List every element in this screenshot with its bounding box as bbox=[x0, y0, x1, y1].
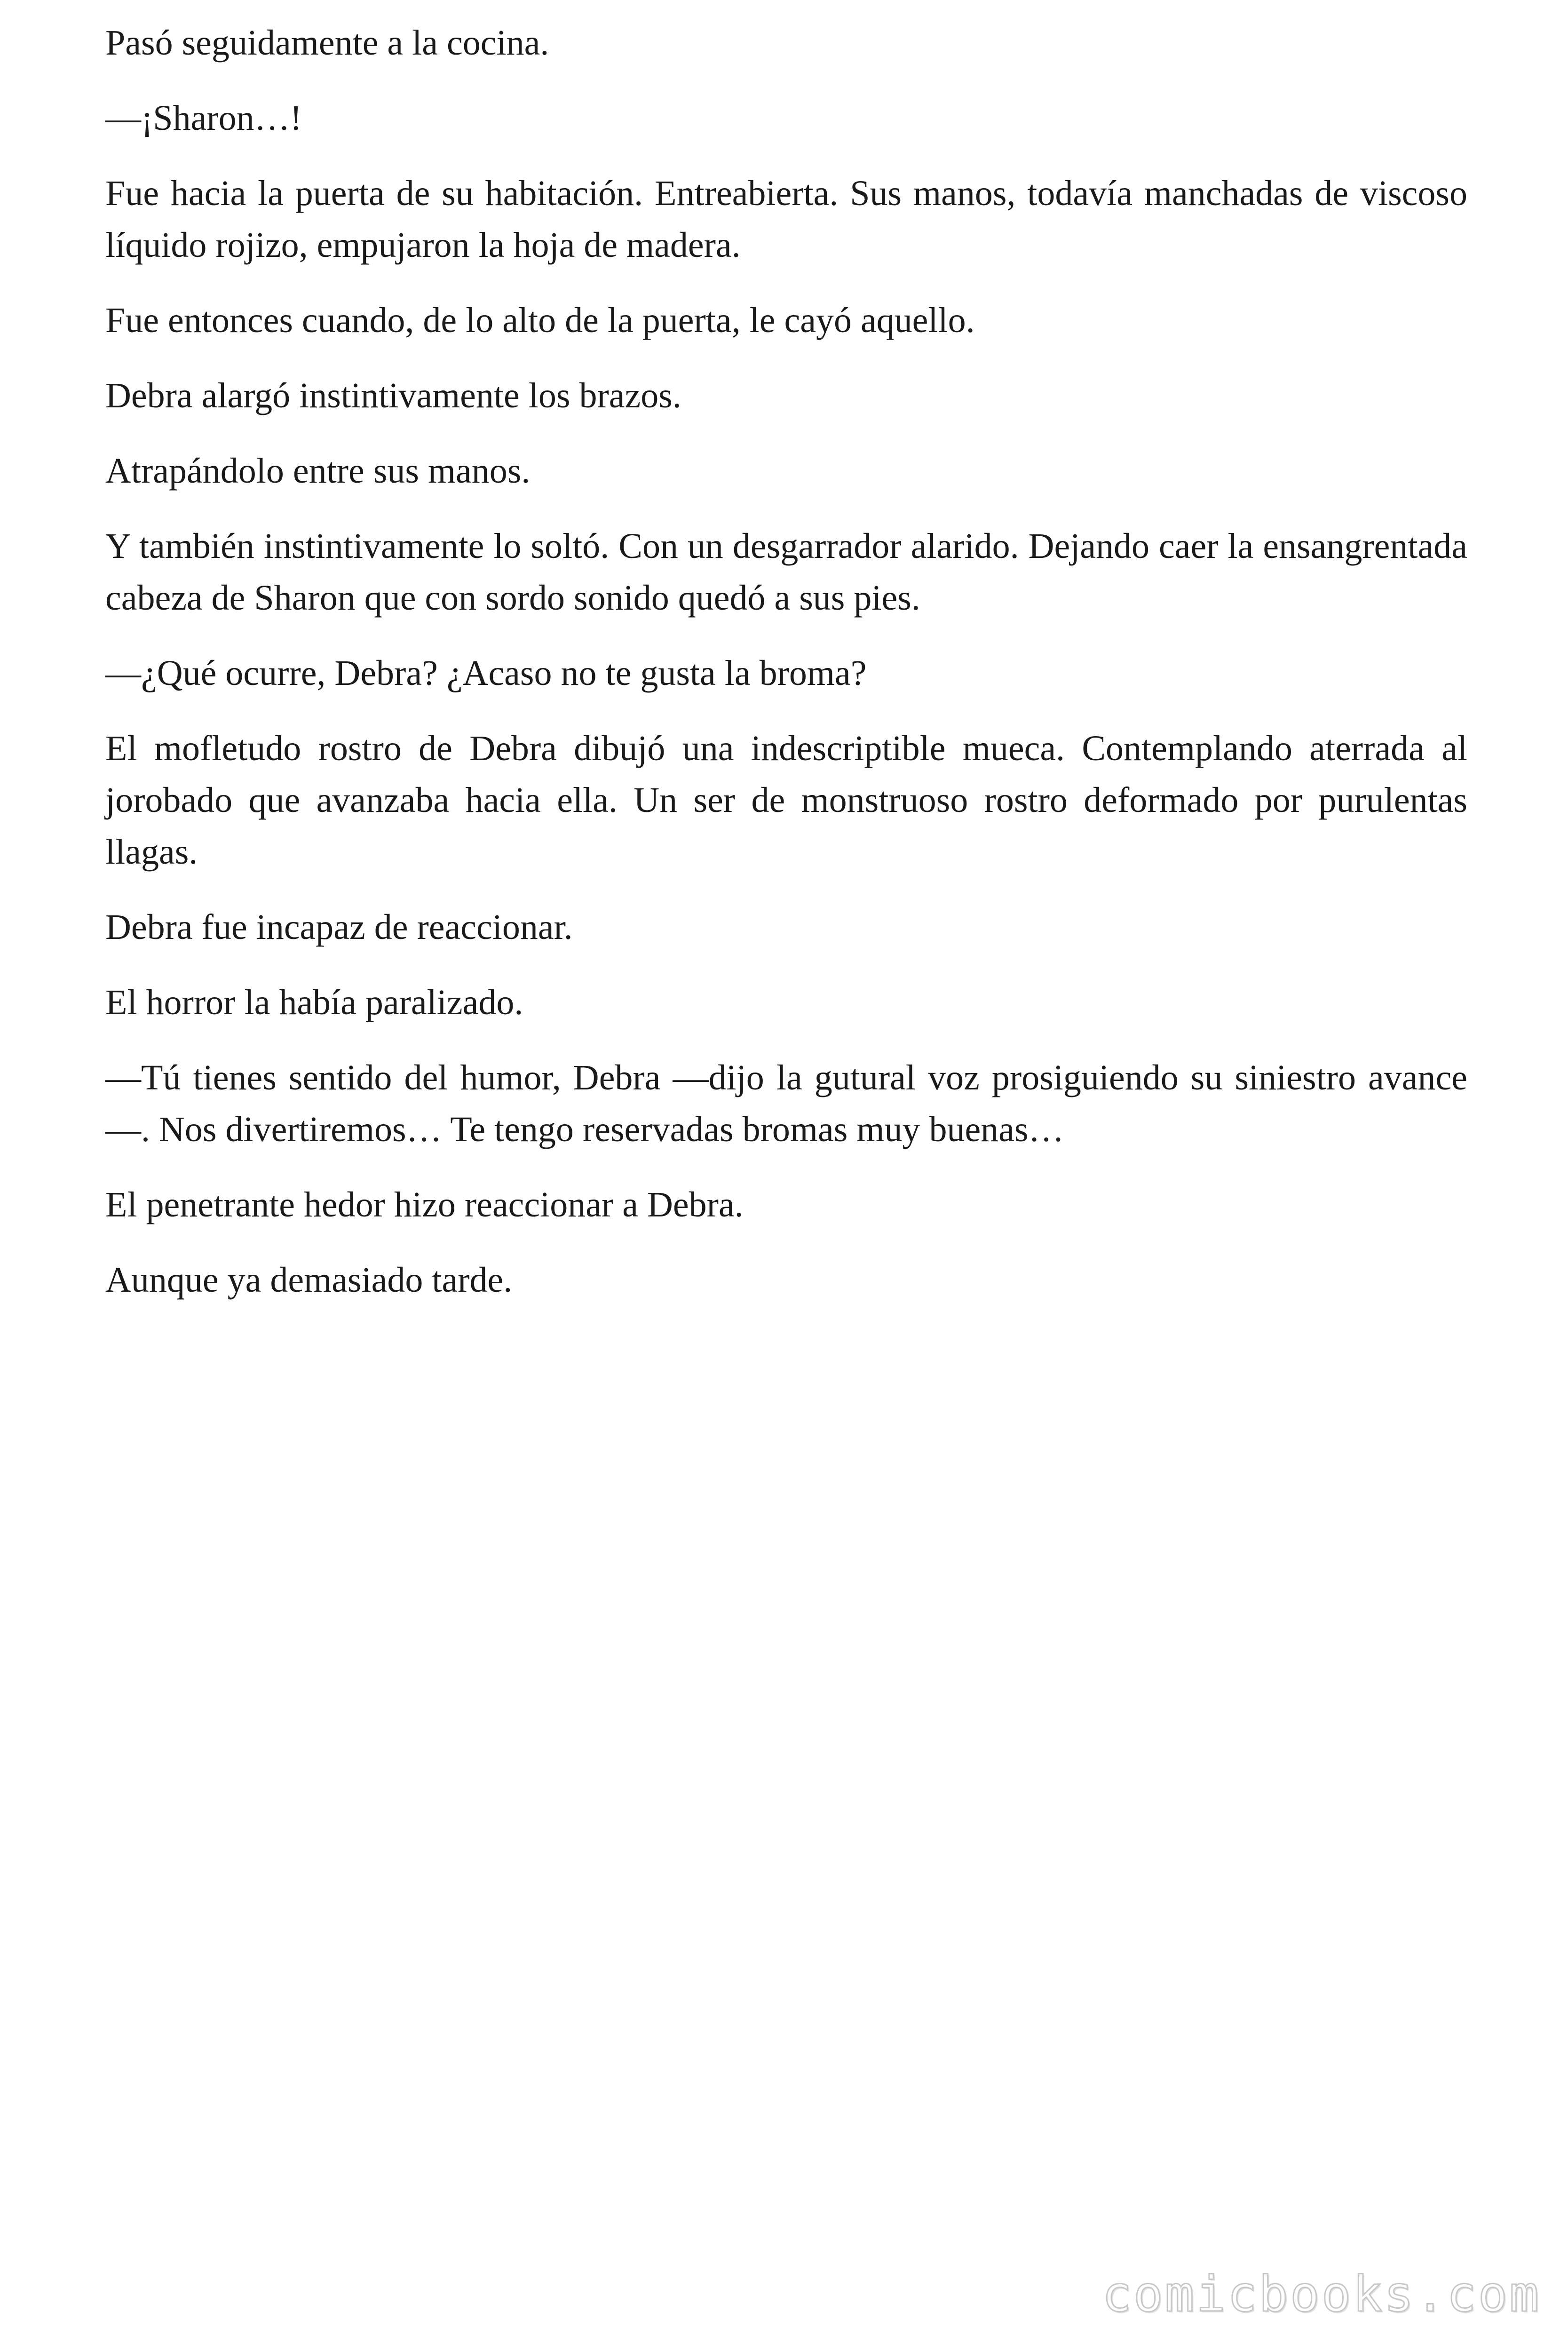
paragraph: Atrapándolo entre sus manos. bbox=[105, 451, 531, 491]
paragraph: El mofletudo rostro de Debra dibujó una indescriptible mueca. Contemplando aterrada al jorobado que avanzaba hacia ella. Un ser de monstruoso rostro deformado por purulentas llagas. bbox=[105, 729, 1467, 872]
paragraph: Debra alargó instintivamente los brazos. bbox=[105, 376, 681, 415]
page-body bbox=[105, 17, 1467, 1329]
paragraph: Fue entonces cuando, de lo alto de la puerta, le cayó aquello. bbox=[105, 301, 975, 340]
paragraph: Fue hacia la puerta de su habitación. Entreabierta. Sus manos, todavía manchadas de viscoso líquido rojizo, empujaron la hoja de madera. bbox=[105, 174, 1467, 265]
paragraph: Aunque ya demasiado tarde. bbox=[105, 1260, 513, 1300]
paragraph: —¡Sharon…! bbox=[105, 98, 302, 138]
watermark: comicbooks.com bbox=[1102, 2265, 1541, 2323]
paragraph: El horror la había paralizado. bbox=[105, 983, 523, 1022]
paragraph: —Tú tienes sentido del humor, Debra —dijo la gutural voz prosiguiendo su siniestro avance—. Nos divertiremos… Te tengo reservadas bromas muy buenas… bbox=[105, 1058, 1467, 1149]
paragraph: El penetrante hedor hizo reaccionar a Debra. bbox=[105, 1185, 744, 1224]
paragraph: Pasó seguidamente a la cocina. bbox=[105, 23, 549, 63]
paragraph: —¿Qué ocurre, Debra? ¿Acaso no te gusta la broma? bbox=[105, 653, 867, 693]
paragraph: Debra fue incapaz de reaccionar. bbox=[105, 907, 573, 947]
paragraph: Y también instintivamente lo soltó. Con un desgarrador alarido. Dejando caer la ensangrentada cabeza de Sharon que con sordo sonido quedó a sus pies. bbox=[105, 526, 1467, 618]
